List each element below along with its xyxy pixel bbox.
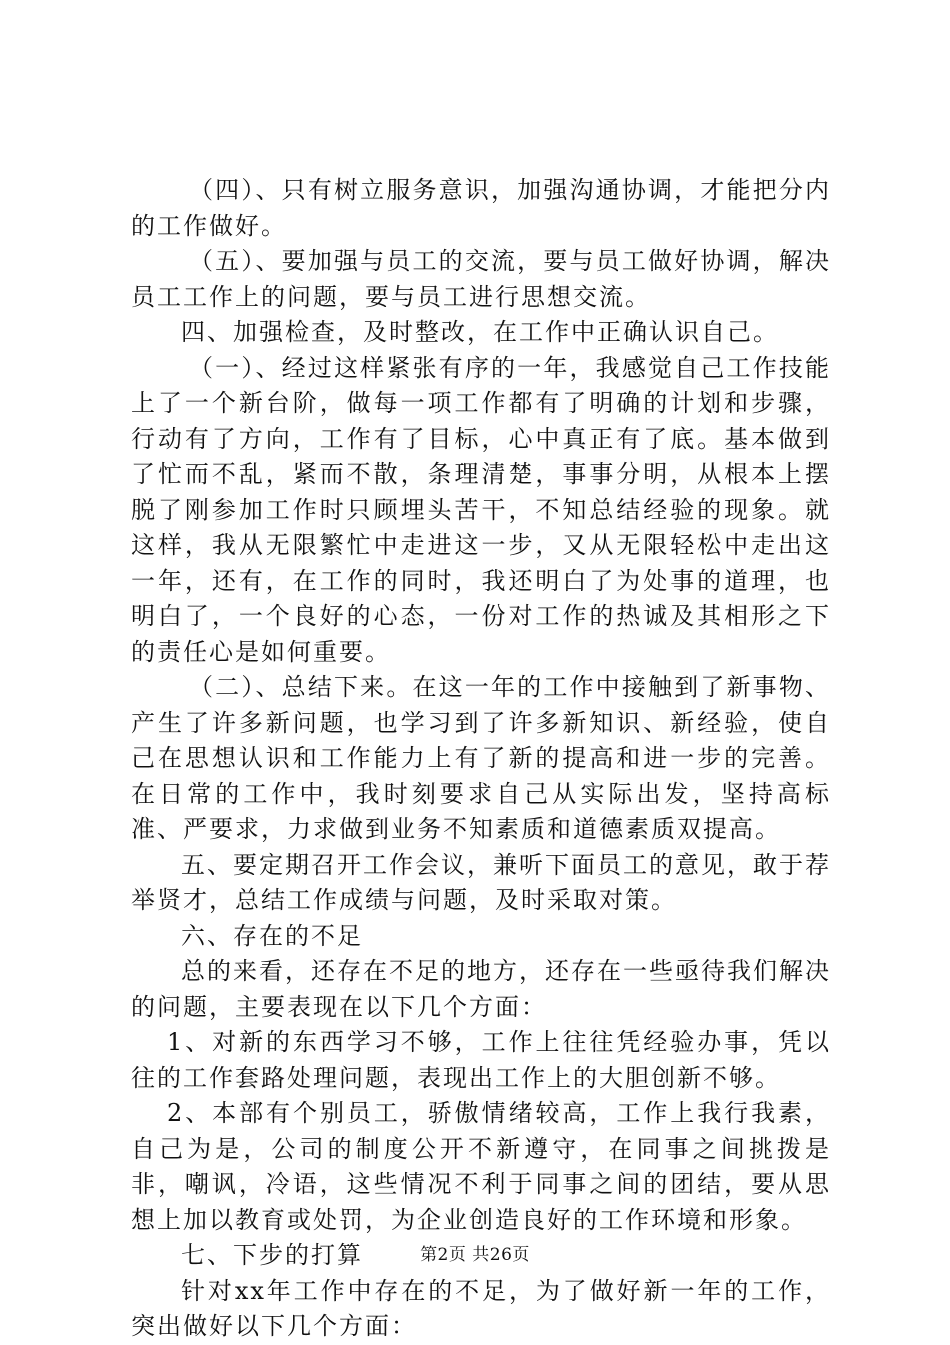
section-heading-shortcomings: 六、存在的不足 bbox=[181, 921, 363, 950]
list-item-2: 2、本部有个别员工，骄傲情绪较高，工作上我行我素，自己为是，公司的制度公开不新遵守，在同事之间挑拨是非，嘲讽，冷语，这些情况不利于同事之间的团结，要从思想上加以教育或处罚，为企业创造良好的工作环境和形象。 bbox=[131, 1099, 831, 1234]
document-body bbox=[131, 173, 831, 1345]
page-number-footer: 第2页 共26页 bbox=[420, 1245, 530, 1265]
list-item-1: 1、对新的东西学习不够，工作上往往凭经验办事，凭以往的工作套路处理问题，表现出工作上的大胆创新不够。 bbox=[131, 1028, 831, 1092]
section-heading-plans: 七、下步的打算 bbox=[181, 1241, 363, 1269]
paragraph-5-communication: （五）、要加强与员工的交流，要与员工做好协调，解决员工工作上的问题，要与员工进行思想交流。 bbox=[131, 247, 831, 311]
section-heading-inspection: 四、加强检查，及时整改，在工作中正确认识自己。 bbox=[181, 318, 779, 346]
paragraph-2-summary: （二）、总结下来。在这一年的工作中接触到了新事物、产生了许多新问题，也学习到了许多新知识、新经验，使自己在思想认识和工作能力上有了新的提高和进一步的完善。在日常的工作中，我时刻要求自己从实际出发，坚持高标准、严要求，力求做到业务不知素质和道德素质双提高。 bbox=[131, 673, 831, 843]
paragraph-plans: 针对xx年工作中存在的不足，为了做好新一年的工作，突出做好以下几个方面： bbox=[131, 1276, 831, 1340]
section-heading-meetings: 五、要定期召开工作会议，兼听下面员工的意见，敢于荐举贤才，总结工作成绩与问题，及时采取对策。 bbox=[131, 850, 831, 914]
paragraph-1-experience: （一）、经过这样紧张有序的一年，我感觉自己工作技能上了一个新台阶，做每一项工作都有了明确的计划和步骤，行动有了方向，工作有了目标，心中真正有了底。基本做到了忙而不乱，紧而不散，条理清楚，事事分明，从根本上摆脱了刚参加工作时只顾埋头苦干，不知总结经验的现象。就这样，我从无限繁忙中走进这一步，又从无限轻松中走出这一年，还有，在工作的同时，我还明白了为处事的道理，也明白了，一个良好的心态，一份对工作的热诚及其相形之下的责任心是如何重要。 bbox=[131, 353, 831, 666]
paragraph-overview: 总的来看，还存在不足的地方，还存在一些亟待我们解决的问题，主要表现在以下几个方面： bbox=[131, 957, 831, 1021]
paragraph-4-service: （四）、只有树立服务意识，加强沟通协调，才能把分内的工作做好。 bbox=[131, 176, 831, 240]
